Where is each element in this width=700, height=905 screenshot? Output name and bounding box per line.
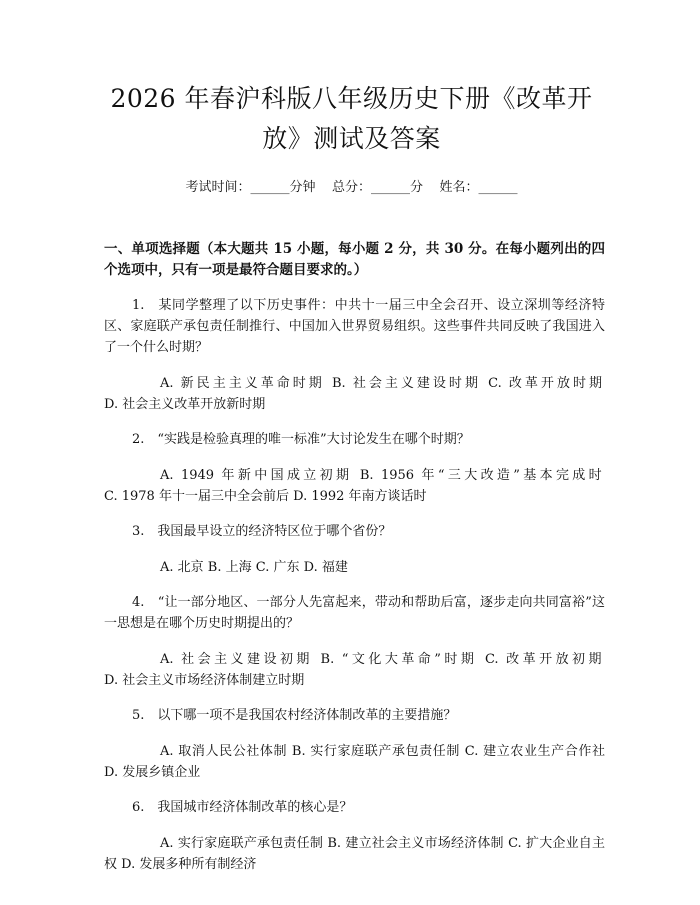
question-stem: 1. 某同学整理了以下历史事件：中共十一届三中全会召开、设立深圳等经济特区、家庭联产承包责任制推行、中国加入世界贸易组织。这些事件共同反映了我国进入了一个什么时期？ <box>104 298 605 355</box>
question-options <box>104 465 605 507</box>
option-c: C. 建立农业生产合作社 <box>464 744 605 759</box>
question-options <box>104 833 605 875</box>
title-line-2: 放》测试及答案 <box>262 124 441 153</box>
question-5 <box>104 705 605 783</box>
option-d: D. 发展乡镇企业 <box>104 765 201 780</box>
option-a: A. 新民主主义革命时期 <box>160 376 325 391</box>
question-4 <box>104 592 605 691</box>
option-c: C. 广东 <box>255 560 300 575</box>
option-d: D. 发展多种所有制经济 <box>121 857 257 872</box>
option-d: D. 福建 <box>303 560 348 575</box>
question-1 <box>104 295 605 415</box>
question-options <box>104 741 605 783</box>
question-3 <box>104 521 605 578</box>
option-b: B. 建立社会主义市场经济体制 <box>327 836 504 851</box>
option-b: B. 1956 年“三大改造”基本完成时 <box>359 468 606 483</box>
option-b: B. 实行家庭联产承包责任制 <box>291 744 461 759</box>
option-a: A. 取消人民公社体制 <box>160 744 288 759</box>
option-b: B. 上海 <box>207 560 252 575</box>
question-options <box>104 649 605 691</box>
question-stem: 6. 我国城市经济体制改革的核心是？ <box>132 800 353 815</box>
section-heading: 一、单项选择题（本大题共 15 小题，每小题 2 分，共 30 分。在每小题列出的四个选项中，只有一项是最符合题目要求的。） <box>104 241 605 278</box>
question-2 <box>104 429 605 507</box>
option-a: A. 实行家庭联产承包责任制 <box>160 836 324 851</box>
question-stem: 2. “实践是检验真理的唯一标准”大讨论发生在哪个时期？ <box>132 432 470 447</box>
question-stem: 4. “让一部分地区、一部分人先富起来，带动和帮助后富，逐步走向共同富裕”这一思想是在哪个历史时期提出的？ <box>104 595 605 631</box>
option-a: A. 社会主义建设初期 <box>160 652 313 667</box>
question-stem: 3. 我国最早设立的经济特区位于哪个省份？ <box>132 524 392 539</box>
question-options <box>104 557 605 578</box>
title-line-1: 2026 年春沪科版八年级历史下册《改革开 <box>110 84 593 113</box>
option-c: C. 改革开放时期 <box>488 376 605 391</box>
option-a: A. 1949 年新中国成立初期 <box>160 468 353 483</box>
option-c: C. 扩大企业自主权 <box>104 836 606 872</box>
option-d: D. 社会主义市场经济体制建立时期 <box>104 673 305 688</box>
page-title <box>98 79 605 159</box>
question-6 <box>104 797 605 875</box>
question-stem: 5. 以下哪一项不是我国农村经济体制改革的主要措施？ <box>132 708 457 723</box>
question-options <box>104 373 605 415</box>
option-d: D. 社会主义改革开放新时期 <box>104 397 266 412</box>
exam-meta: 考试时间：______分钟 总分：______分 姓名：______ <box>185 180 518 195</box>
option-c: C. 改革开放初期 <box>484 652 605 667</box>
option-c: C. 1978 年十一届三中全会前后 <box>104 489 289 504</box>
option-a: A. 北京 <box>160 560 204 575</box>
option-d: D. 1992 年南方谈话时 <box>293 489 427 504</box>
option-b: B. 社会主义建设时期 <box>331 376 481 391</box>
option-b: B. “文化大革命”时期 <box>320 652 478 667</box>
